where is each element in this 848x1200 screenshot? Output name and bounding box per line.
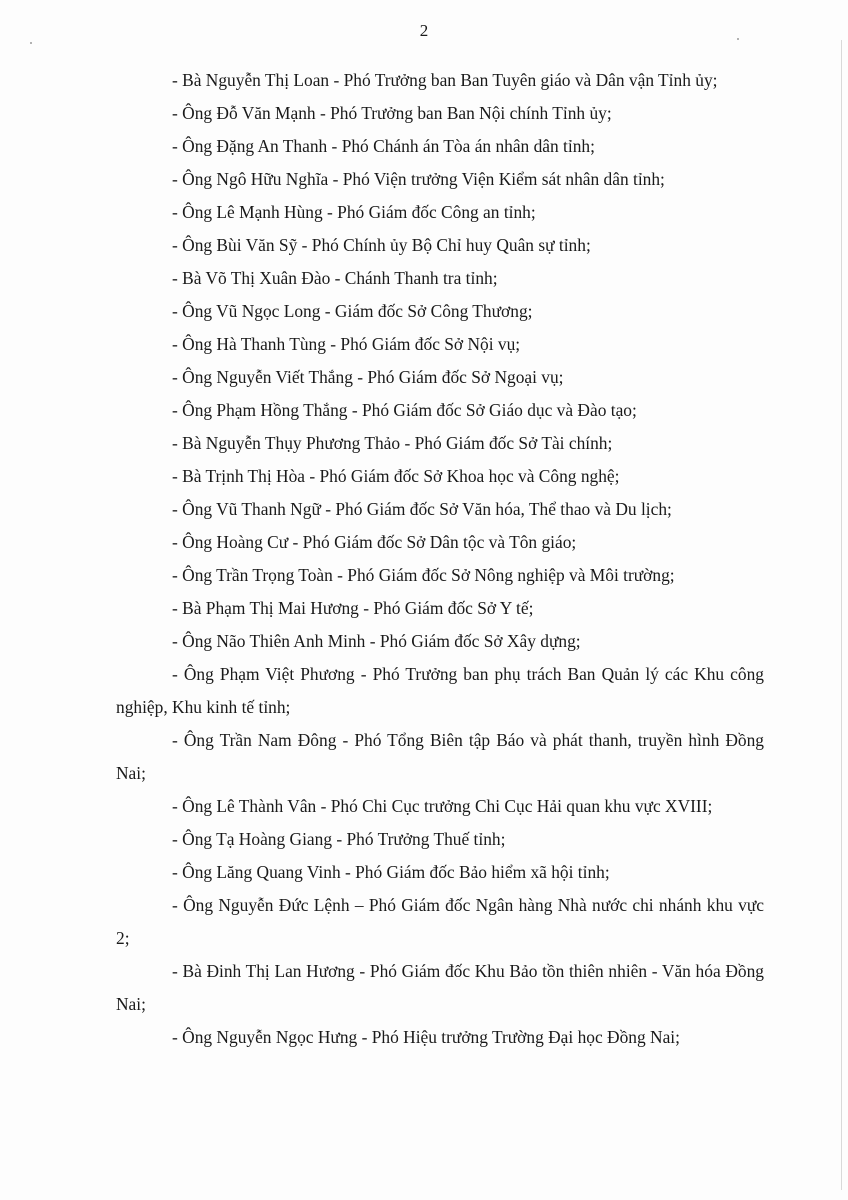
list-item: - Ông Hà Thanh Tùng - Phó Giám đốc Sở Nội vụ; xyxy=(172,334,521,354)
list-item: - Ông Trần Trọng Toàn - Phó Giám đốc Sở Nông nghiệp và Môi trường; xyxy=(172,565,675,585)
list-item: - Ông Trần Nam Đông - Phó Tổng Biên tập Báo và phát thanh, truyền hình Đồng Nai; xyxy=(116,730,764,783)
list-item: - Ông Đặng An Thanh - Phó Chánh án Tòa án nhân dân tỉnh; xyxy=(172,136,595,156)
list-item: - Ông Lăng Quang Vinh - Phó Giám đốc Bảo hiểm xã hội tỉnh; xyxy=(172,862,610,882)
list-item: - Ông Phạm Hồng Thắng - Phó Giám đốc Sở Giáo dục và Đào tạo; xyxy=(172,400,637,420)
list-item: - Ông Hoàng Cư - Phó Giám đốc Sở Dân tộc và Tôn giáo; xyxy=(172,532,577,552)
scan-speck xyxy=(30,42,32,44)
list-item: - Ông Vũ Thanh Ngữ - Phó Giám đốc Sở Văn hóa, Thể thao và Du lịch; xyxy=(172,499,672,519)
list-item: - Ông Vũ Ngọc Long - Giám đốc Sở Công Thương; xyxy=(172,301,533,321)
scan-edge-line xyxy=(841,40,842,1190)
list-item: - Ông Đỗ Văn Mạnh - Phó Trưởng ban Ban Nội chính Tỉnh ủy; xyxy=(172,103,612,123)
attendee-list xyxy=(116,64,764,1054)
list-item: - Bà Nguyễn Thụy Phương Thảo - Phó Giám đốc Sở Tài chính; xyxy=(172,433,613,453)
list-item: - Ông Ngô Hữu Nghĩa - Phó Viện trưởng Viện Kiểm sát nhân dân tỉnh; xyxy=(172,169,665,189)
page-number: 2 xyxy=(419,21,429,40)
list-item: - Bà Trịnh Thị Hòa - Phó Giám đốc Sở Khoa học và Công nghệ; xyxy=(172,466,620,486)
list-item: - Ông Phạm Việt Phương - Phó Trưởng ban phụ trách Ban Quản lý các Khu công nghiệp, Khu kinh tế tỉnh; xyxy=(116,664,764,717)
list-item: - Bà Võ Thị Xuân Đào - Chánh Thanh tra tỉnh; xyxy=(172,268,498,288)
list-item: - Ông Lê Mạnh Hùng - Phó Giám đốc Công an tỉnh; xyxy=(172,202,536,222)
list-item: - Ông Não Thiên Anh Minh - Phó Giám đốc Sở Xây dựng; xyxy=(172,631,581,651)
list-item: - Bà Đinh Thị Lan Hương - Phó Giám đốc Khu Bảo tồn thiên nhiên - Văn hóa Đồng Nai; xyxy=(116,961,764,1014)
list-item: - Ông Bùi Văn Sỹ - Phó Chính ủy Bộ Chỉ huy Quân sự tỉnh; xyxy=(172,235,591,255)
list-item: - Bà Phạm Thị Mai Hương - Phó Giám đốc Sở Y tế; xyxy=(172,598,534,618)
list-item: - Ông Lê Thành Vân - Phó Chi Cục trưởng Chi Cục Hải quan khu vực XVIII; xyxy=(172,796,713,816)
list-item: - Ông Tạ Hoàng Giang - Phó Trưởng Thuế tỉnh; xyxy=(172,829,506,849)
list-item: - Bà Nguyễn Thị Loan - Phó Trưởng ban Ban Tuyên giáo và Dân vận Tỉnh ủy; xyxy=(172,70,718,90)
list-item: - Ông Nguyễn Viết Thắng - Phó Giám đốc Sở Ngoại vụ; xyxy=(172,367,564,387)
list-item: - Ông Nguyễn Ngọc Hưng - Phó Hiệu trưởng Trường Đại học Đồng Nai; xyxy=(172,1027,680,1047)
list-item: - Ông Nguyễn Đức Lệnh – Phó Giám đốc Ngân hàng Nhà nước chi nhánh khu vực 2; xyxy=(116,895,764,948)
